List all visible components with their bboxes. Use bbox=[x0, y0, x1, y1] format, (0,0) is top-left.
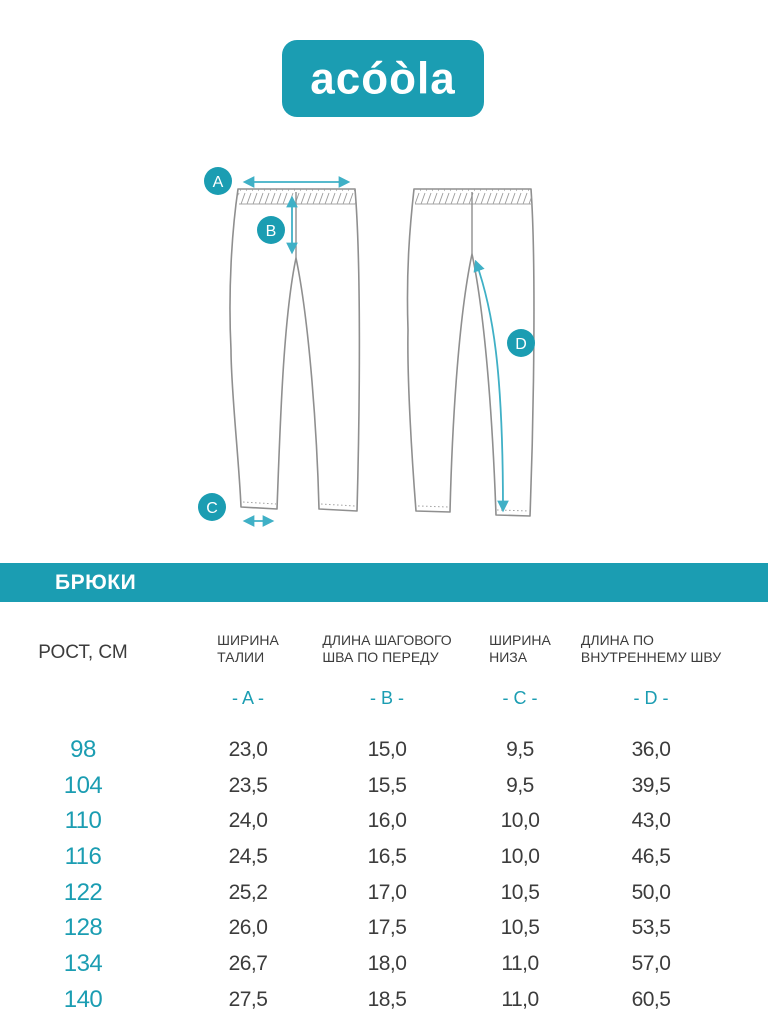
table-row bbox=[0, 732, 706, 768]
column-c-label-line2: НИЗА bbox=[489, 649, 528, 665]
size-cell: 98 bbox=[70, 735, 96, 763]
value-cell: 24,0 bbox=[228, 809, 268, 833]
column-header-d bbox=[580, 602, 722, 732]
section-band bbox=[0, 563, 768, 602]
table-row bbox=[0, 946, 706, 982]
value-cell: 39,5 bbox=[631, 773, 671, 797]
column-d-label-line1: ДЛИНА ПО bbox=[580, 632, 654, 648]
size-table-header bbox=[0, 602, 722, 732]
value-cell: 43,0 bbox=[631, 809, 671, 833]
table-row bbox=[0, 982, 706, 1018]
value-cell: 53,5 bbox=[631, 916, 671, 940]
value-cell: 57,0 bbox=[631, 951, 671, 975]
value-cell: 26,7 bbox=[228, 951, 268, 975]
value-cell: 17,5 bbox=[367, 916, 407, 940]
pants-front-outline bbox=[230, 189, 359, 511]
value-cell: 18,0 bbox=[367, 951, 407, 975]
size-cell: 116 bbox=[64, 842, 102, 870]
column-header-c bbox=[444, 602, 596, 732]
column-d-label-line2: ВНУТРЕННЕМУ ШВУ bbox=[580, 649, 722, 665]
value-cell: 46,5 bbox=[631, 844, 671, 868]
size-cell: 110 bbox=[64, 807, 102, 835]
section-title: БРЮКИ bbox=[55, 570, 137, 594]
value-cell: 24,5 bbox=[228, 844, 268, 868]
table-row bbox=[0, 768, 706, 804]
value-cell: 23,5 bbox=[228, 773, 268, 797]
column-b-label-line1: ДЛИНА ШАГОВОГО bbox=[322, 632, 452, 648]
row-header-cell bbox=[0, 602, 166, 732]
badge-d-letter: D bbox=[515, 336, 527, 353]
size-cell: 140 bbox=[63, 985, 103, 1013]
value-cell: 11,0 bbox=[501, 951, 539, 975]
badge-b-letter: B bbox=[265, 223, 277, 240]
size-cell: 134 bbox=[63, 949, 103, 977]
value-cell: 26,0 bbox=[228, 916, 268, 940]
size-cell: 128 bbox=[63, 914, 103, 942]
value-cell: 17,0 bbox=[367, 880, 407, 904]
column-a-letter: - A - bbox=[231, 688, 264, 708]
value-cell: 60,5 bbox=[631, 987, 671, 1011]
value-cell: 10,0 bbox=[500, 844, 540, 868]
badge-a-letter: A bbox=[212, 174, 224, 191]
column-header-b bbox=[322, 602, 452, 732]
column-a-label-line1: ШИРИНА bbox=[217, 632, 279, 648]
size-cell: 122 bbox=[63, 878, 103, 906]
column-d-letter: - D - bbox=[633, 688, 669, 708]
value-cell: 15,5 bbox=[367, 773, 407, 797]
row-header-label: РОСТ, СМ bbox=[38, 642, 128, 663]
value-cell: 10,5 bbox=[500, 880, 540, 904]
value-cell: 36,0 bbox=[631, 737, 671, 761]
acoola-logo-text: acóòla bbox=[310, 53, 456, 103]
badge-c-letter: C bbox=[206, 500, 218, 517]
table-row bbox=[0, 910, 706, 946]
value-cell: 16,5 bbox=[367, 844, 407, 868]
column-b-letter: - B - bbox=[370, 688, 404, 708]
value-cell: 50,0 bbox=[631, 880, 671, 904]
column-b-label-line2: ШВА ПО ПЕРЕДУ bbox=[322, 649, 439, 665]
column-a-label-line2: ТАЛИИ bbox=[217, 649, 265, 665]
table-row bbox=[0, 839, 706, 875]
size-cell: 104 bbox=[63, 771, 103, 799]
size-table-body bbox=[0, 732, 706, 1018]
column-c-letter: - C - bbox=[502, 688, 538, 708]
column-c-label-line1: ШИРИНА bbox=[489, 632, 551, 648]
value-cell: 27,5 bbox=[228, 987, 268, 1011]
value-cell: 16,0 bbox=[367, 809, 407, 833]
value-cell: 23,0 bbox=[228, 737, 268, 761]
value-cell: 11,0 bbox=[501, 987, 539, 1011]
value-cell: 10,5 bbox=[500, 916, 540, 940]
table-row bbox=[0, 875, 706, 911]
value-cell: 10,0 bbox=[500, 809, 540, 833]
value-cell: 9,5 bbox=[506, 737, 534, 761]
value-cell: 25,2 bbox=[228, 880, 268, 904]
table-row bbox=[0, 803, 706, 839]
value-cell: 15,0 bbox=[367, 737, 407, 761]
value-cell: 9,5 bbox=[506, 773, 534, 797]
value-cell: 18,5 bbox=[367, 987, 407, 1011]
column-header-a bbox=[166, 602, 330, 732]
